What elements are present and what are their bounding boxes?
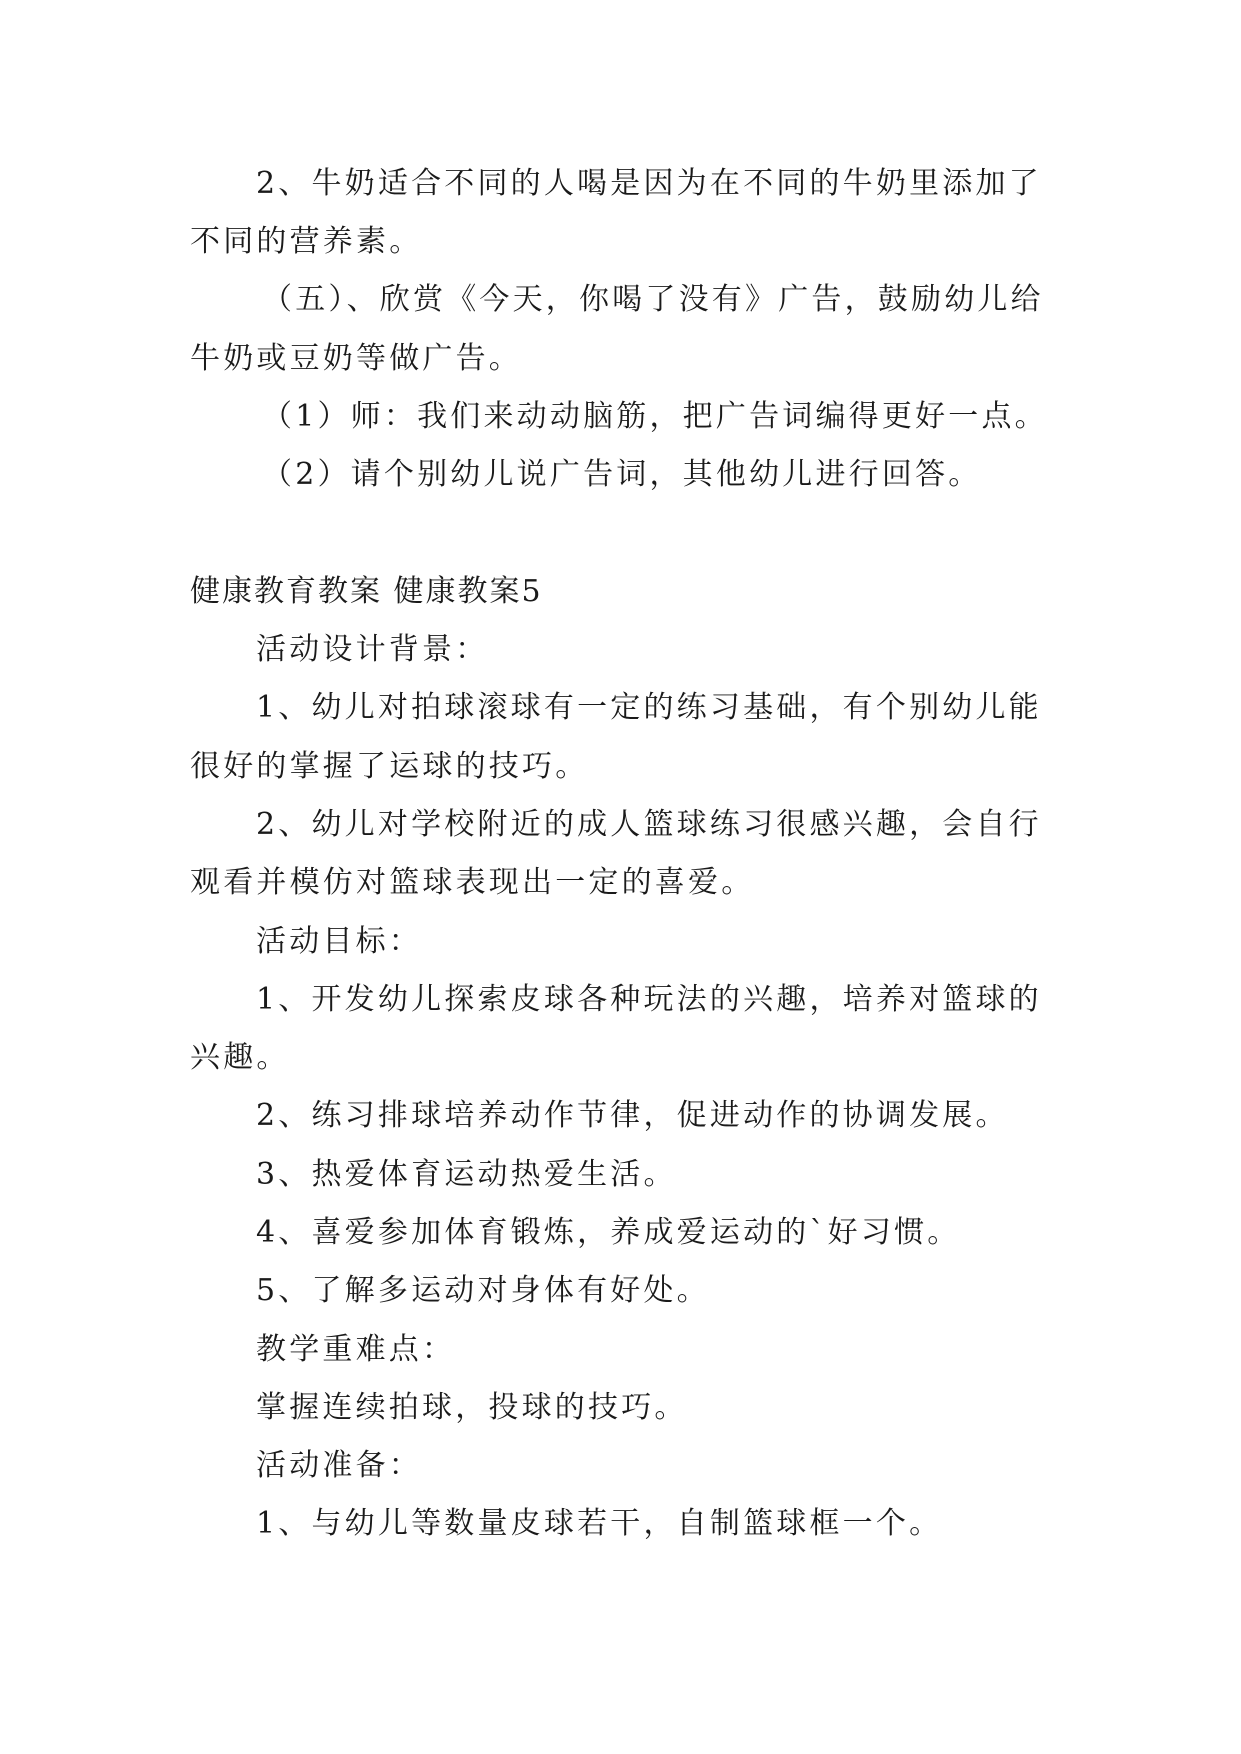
paragraph-line: 1、幼儿对拍球滚球有一定的练习基础，有个别幼儿能: [256, 690, 1042, 725]
paragraph-line: 教学重难点：: [256, 1332, 456, 1367]
paragraph-line: （2）请个别幼儿说广告词，其他幼儿进行回答。: [262, 457, 982, 492]
paragraph-line: 活动准备：: [256, 1448, 422, 1483]
paragraph-line: 不同的营养素。: [190, 224, 423, 259]
paragraph-line: 2、幼儿对学校附近的成人篮球练习很感兴趣，会自行: [256, 807, 1042, 842]
section-heading: 健康教育教案 健康教案5: [190, 574, 543, 609]
paragraph-line: 活动目标：: [256, 924, 422, 959]
paragraph-line: （五）、欣赏《今天，你喝了没有》广告，鼓励幼儿给: [262, 282, 1044, 317]
paragraph-line: 4、喜爱参加体育锻炼，养成爱运动的`好习惯。: [256, 1215, 961, 1250]
paragraph-line: 活动设计背景：: [256, 632, 489, 667]
paragraph-line: 1、与幼儿等数量皮球若干，自制篮球框一个。: [256, 1506, 943, 1541]
paragraph-line: 掌握连续拍球，投球的技巧。: [256, 1390, 688, 1425]
paragraph-line: 1、开发幼儿探索皮球各种玩法的兴趣，培养对篮球的: [256, 982, 1042, 1017]
paragraph-line: 很好的掌握了运球的技巧。: [190, 749, 589, 784]
paragraph-line: 兴趣。: [190, 1040, 290, 1075]
paragraph-line: 观看并模仿对篮球表现出一定的喜爱。: [190, 865, 755, 900]
paragraph-line: （1）师：我们来动动脑筋，把广告词编得更好一点。: [262, 399, 1048, 434]
paragraph-line: 5、了解多运动对身体有好处。: [256, 1273, 710, 1308]
paragraph-line: 牛奶或豆奶等做广告。: [190, 341, 522, 376]
paragraph-line: 3、热爱体育运动热爱生活。: [256, 1157, 677, 1192]
paragraph-line: 2、牛奶适合不同的人喝是因为在不同的牛奶里添加了: [256, 166, 1042, 201]
paragraph-line: 2、练习排球培养动作节律，促进动作的协调发展。: [256, 1098, 1009, 1133]
